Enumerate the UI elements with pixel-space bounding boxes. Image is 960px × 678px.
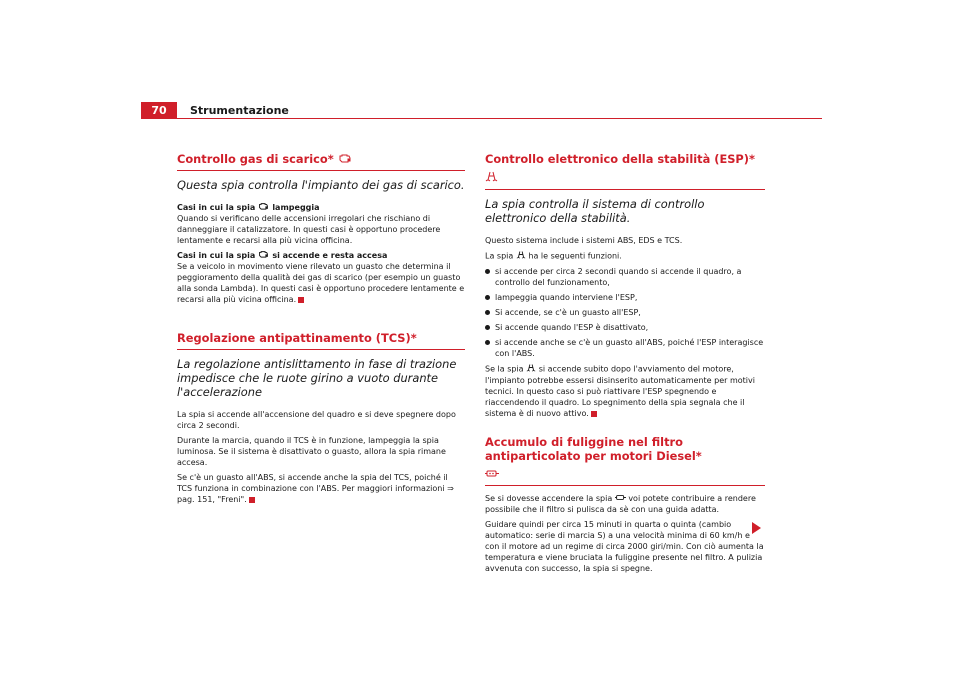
section-subtitle: La regolazione antislittamento in fase di trazione impedisce che le ruote girino a vuoto durante l'accelerazione: [177, 357, 457, 399]
end-marker: [249, 497, 255, 503]
paragraph: [485, 363, 765, 419]
header-divider: [177, 118, 822, 119]
paragraph: [177, 261, 465, 305]
diesel-particulate-filter-icon: [615, 493, 626, 504]
paragraph-text: La spia: [485, 251, 514, 261]
list-item: si accende per circa 2 secondi quando si accende il quadro, a controllo del funzionamento,: [485, 266, 765, 288]
paragraph: La spia si accende all'accensione del quadro e si deve spegnere dopo circa 2 secondi.: [177, 410, 456, 430]
paragraph: Quando si verificano delle accensioni irregolari che rischiano di danneggiare il catalizzatore. In questi casi è opportuno procedere lentamente e recarsi alla più vicina officina.: [177, 214, 441, 245]
end-marker: [298, 297, 304, 303]
section-title-text: Accumulo di fuliggine nel filtro antiparticolato per motori Diesel*: [485, 435, 702, 463]
section-title-text: Controllo elettronico della stabilità (ESP)*: [485, 152, 755, 166]
paragraph-text: voi potete contribuire a rendere possibile che il filtro si pulisca da sè con una guida adatta.: [485, 494, 756, 514]
engine-warning-icon: [338, 152, 352, 166]
paragraph: [177, 472, 465, 505]
page-header-title: Strumentazione: [190, 104, 289, 117]
paragraph-text: Se si dovesse accendere la spia: [485, 494, 613, 503]
section-subtitle: Questa spia controlla l'impianto dei gas di scarico.: [177, 178, 465, 192]
section-title-text: Regolazione antipattinamento (TCS)*: [177, 331, 417, 345]
engine-warning-icon: [258, 202, 269, 213]
list-item: Si accende, se c'è un guasto all'ESP,: [485, 307, 765, 318]
paragraph: [485, 250, 765, 262]
page-number: 70: [141, 102, 177, 119]
paragraph-text: Se c'è un guasto all'ABS, si accende anche la spia del TCS, poiché il TCS funziona in combinazione con l'ABS. Per maggiori informazioni ⇒ pag. 151, "Freni".: [177, 473, 454, 504]
section-rule: [177, 170, 465, 171]
paragraph-text: Se a veicolo in movimento viene rilevato un guasto che determina il peggioramento della qualità dei gas di scarico (per esempio un guasto alla sonda Lambda). In questi casi è opportuno procedere lentamente e recarsi alla più vicina officina.: [177, 262, 465, 304]
right-column: [485, 152, 765, 578]
paragraph: Durante la marcia, quando il TCS è in funzione, lampeggia la spia luminosa. Se il sistema è disattivato o guasto, allora la spia rimane accesa.: [177, 436, 446, 467]
end-marker: [591, 411, 597, 417]
paragraph: [485, 493, 765, 515]
section-rule: [485, 485, 765, 486]
label-text: Casi in cui la spia: [177, 203, 256, 212]
paragraph: Questo sistema include i sistemi ABS, EDS e TCS.: [485, 236, 683, 245]
paragraph: Guidare quindi per circa 15 minuti in quarta o quinta (cambio automatico: serie di marcia S) a una velocità minima di 60 km/h e con il motore ad un regime di circa 2000 giri/min. Con ciò aumenta la temperatura e viene bruciata la fuliggine presente nel filtro. A pulizia avvenuta con successo, la spia si spegne.: [485, 520, 764, 573]
label-text: Casi in cui la spia: [177, 251, 256, 260]
diesel-particulate-filter-icon: [485, 467, 499, 481]
bullet-list: [485, 266, 765, 359]
section-title-exhaust: [177, 152, 465, 166]
engine-warning-icon: [258, 250, 269, 261]
list-item: lampeggia quando interviene l'ESP,: [485, 292, 765, 303]
section-title-tcs: [177, 331, 465, 345]
section-title-esp: [485, 152, 765, 185]
left-column: [177, 152, 465, 509]
label-text: lampeggia: [272, 203, 320, 212]
list-item: Si accende quando l'ESP è disattivato,: [485, 322, 765, 333]
section-title-dpf: [485, 435, 765, 481]
label-flashing: [177, 202, 465, 213]
label-text: si accende e resta accesa: [272, 251, 388, 260]
list-item: si accende anche se c'è un guasto all'ABS, poiché l'ESP interagisce con l'ABS.: [485, 337, 765, 359]
section-rule: [485, 189, 765, 190]
label-steady: [177, 250, 465, 261]
section-subtitle: La spia controlla il sistema di controllo elettronico della stabilità.: [485, 197, 705, 225]
esp-icon: [485, 170, 498, 185]
esp-icon: [516, 250, 526, 262]
section-title-text: Controllo gas di scarico*: [177, 152, 334, 166]
section-rule: [177, 349, 465, 350]
paragraph-text: si accende subito dopo l'avviamento del motore, l'impianto potrebbe essersi disinserito automaticamente per motivi tecnici. In questo caso si può riattivare l'ESP spegnendo e riaccendendo il quadro. Lo spegnimento della spia segnala che il sistema è di nuovo attivo.: [485, 364, 755, 418]
paragraph-text: ha le seguenti funzioni.: [528, 251, 622, 261]
esp-icon: [526, 363, 536, 375]
paragraph-text: Se la spia: [485, 364, 524, 374]
next-page-arrow-icon: [752, 522, 761, 534]
